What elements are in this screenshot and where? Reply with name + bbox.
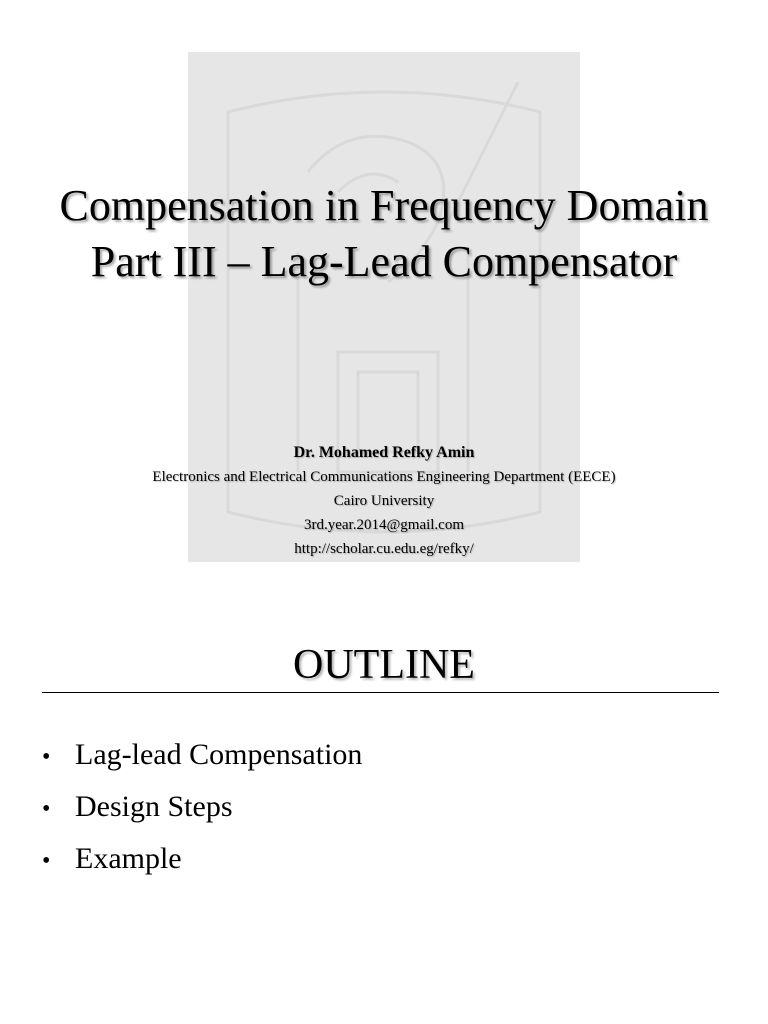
- author-department: Electronics and Electrical Communications Engineering Department (EECE): [152, 469, 616, 485]
- author-url: http://scholar.cu.edu.eg/refky/: [294, 541, 474, 557]
- bullet-dot-icon: •: [42, 848, 51, 874]
- list-item: [42, 730, 362, 782]
- author-email: 3rd.year.2014@gmail.com: [303, 517, 465, 533]
- slide-title-line-1: Compensation in Frequency Domain: [59, 181, 709, 230]
- bullet-dot-icon: •: [42, 744, 51, 770]
- author-name: Dr. Mohamed Refky Amin: [293, 444, 475, 461]
- author-university: Cairo University: [333, 493, 435, 509]
- outline-divider: [42, 692, 719, 693]
- list-item-label: Example: [75, 842, 182, 875]
- slide-title-line-2: Part III – Lag-Lead Compensator: [90, 237, 678, 286]
- outline-heading: OUTLINE: [293, 642, 475, 688]
- list-item-label: Design Steps: [75, 790, 233, 823]
- list-item: [42, 782, 362, 834]
- list-item-label: Lag-lead Compensation: [75, 738, 363, 771]
- outline-list: [42, 730, 362, 886]
- list-item: [42, 834, 362, 886]
- bullet-dot-icon: •: [42, 796, 51, 822]
- author-info: [0, 441, 768, 561]
